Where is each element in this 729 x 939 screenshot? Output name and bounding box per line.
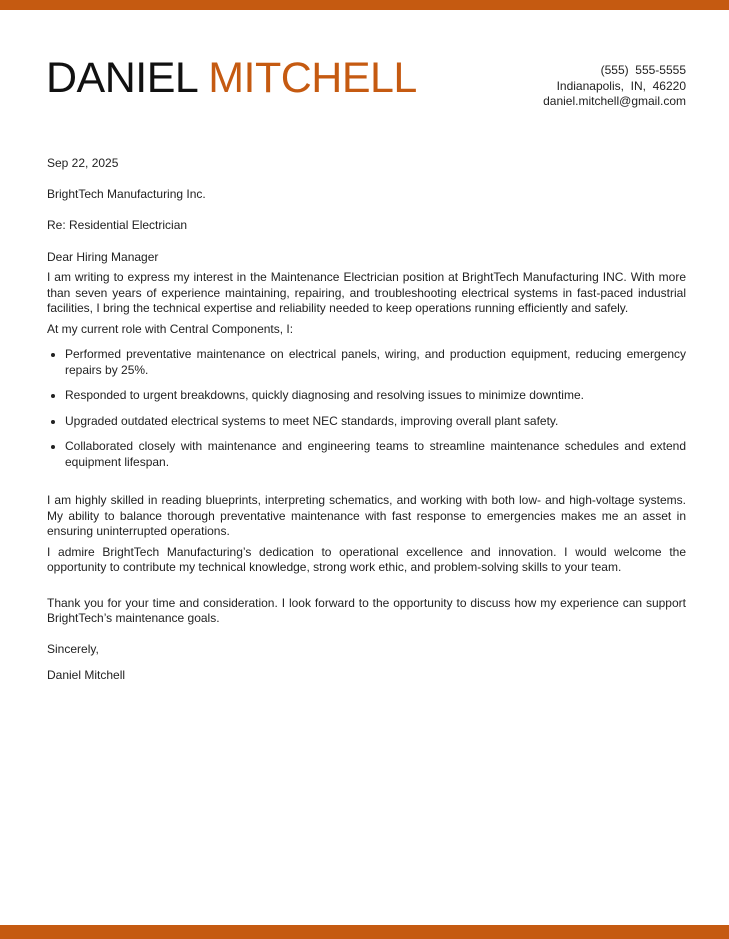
location: Indianapolis, IN, 46220 [556,78,686,93]
salutation: Dear Hiring Manager [47,250,159,264]
last-name: MITCHELL [208,54,417,102]
letter-date: Sep 22, 2025 [47,156,119,170]
contact-info [543,63,686,110]
list-item: Responded to urgent breakdowns, quickly diagnosing and resolving issues to minimize downtime. [65,388,686,404]
first-name: DANIEL [46,54,197,102]
applicant-name [46,52,417,104]
phone-number: (555) 555-5555 [600,63,686,77]
letter-body [47,156,686,683]
recipient-company: BrightTech Manufacturing Inc. [47,187,206,201]
subject-line: Re: Residential Electrician [47,218,188,232]
admiration-paragraph: I admire BrightTech Manufacturing’s dedication to operational excellence and innovation. I would welcome the opportunity to contribute my technical knowledge, strong work ethic, and problem-solving skills to your team. [47,544,686,574]
list-item: Upgraded outdated electrical systems to meet NEC standards, improving overall plant safety. [65,414,686,430]
bottom-accent-bar [0,925,729,939]
role-intro: At my current role with Central Components, I: [47,321,294,336]
closing: Sincerely, [47,642,99,656]
list-item: Performed preventative maintenance on electrical panels, wiring, and production equipment, reducing emergency repairs by 25%. [65,347,686,377]
thanks-paragraph: Thank you for your time and consideration. I look forward to the opportunity to discuss how my experience can support BrightTech’s maintenance goals. [47,595,686,625]
list-item: Collaborated closely with maintenance and engineering teams to streamline maintenance schedules and extend equipment lifespan. [65,439,686,469]
signature: Daniel Mitchell [47,667,126,682]
opening-paragraph: I am writing to express my interest in the Maintenance Electrician position at BrightTech Manufacturing INC. With more than seven years of experience maintaining, repairing, and troubleshooting electrical systems in fast-paced industrial facilities, I bring the technical expertise and reliability needed to keep operations running efficiently and safely. [47,270,686,315]
skills-paragraph: I am highly skilled in reading blueprints, interpreting schematics, and working with both low- and high-voltage systems. My ability to balance thorough preventative maintenance with fast response to emergencies makes me an asset in ensuring uninterrupted operations. [47,493,686,538]
top-accent-bar [0,0,729,10]
achievements-list [47,347,686,470]
email-address: daniel.mitchell@gmail.com [543,94,686,108]
